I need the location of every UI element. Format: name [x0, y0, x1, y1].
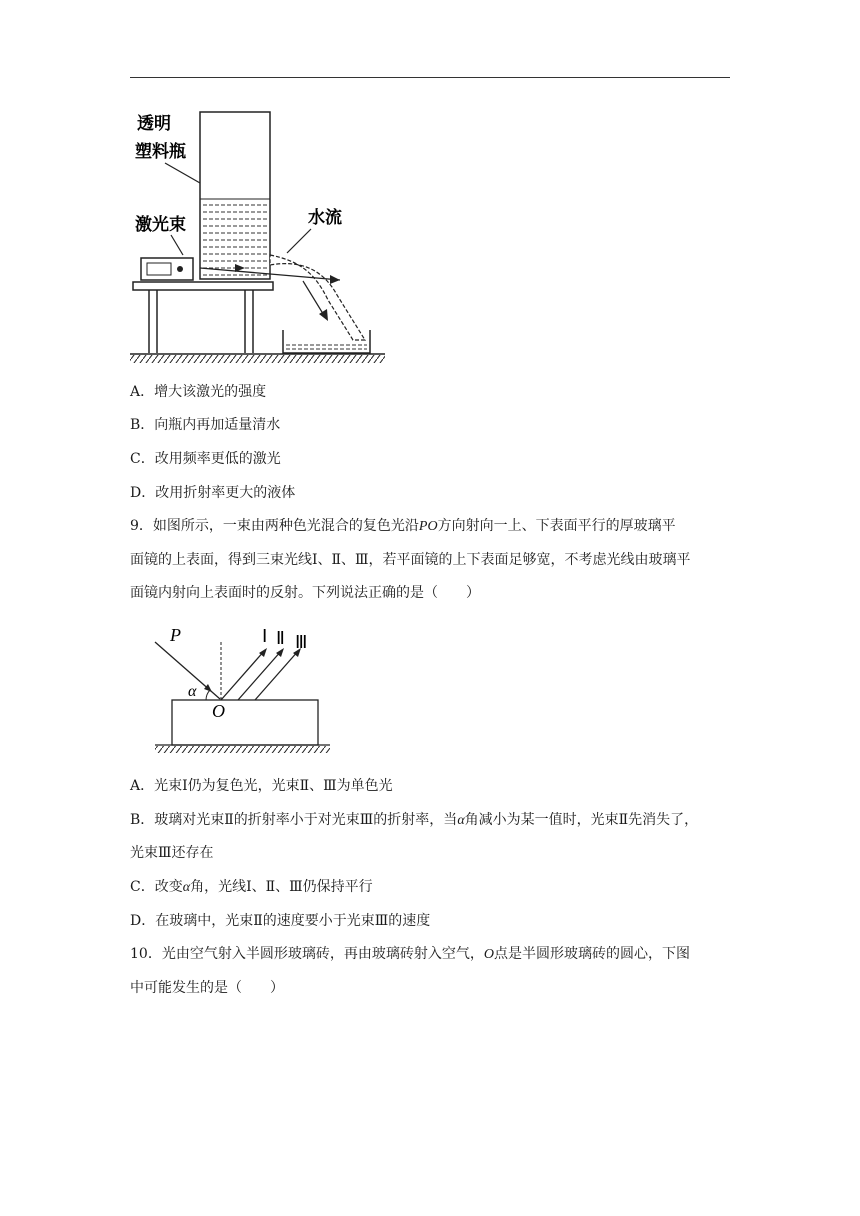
q9-stem-line3: 面镜内射向上表面时的反射。下列说法正确的是（ ）	[130, 585, 480, 601]
q10-stem-line1: 10．光由空气射入半圆形玻璃砖，再由玻璃砖射入空气，O点是半圆形玻璃砖的圆心，下图	[130, 946, 690, 962]
label-beam-i: Ⅰ	[262, 626, 268, 646]
label-beam-iii: Ⅲ	[295, 632, 308, 652]
q10-stem-line2: 中可能发生的是（ ）	[130, 980, 284, 996]
header-rule	[130, 77, 730, 78]
q9-stem-line1: 9．如图所示，一束由两种色光混合的复色光沿PO方向射向一上、下表面平行的厚玻璃平	[130, 518, 676, 534]
water-label: 水流	[308, 208, 342, 228]
q9-option-a: A．光束Ⅰ仍为复色光，光束Ⅱ、Ⅲ为单色光	[130, 778, 393, 794]
label-o: O	[212, 701, 225, 721]
q9-option-b-line2: 光束Ⅲ还存在	[130, 845, 214, 861]
bottle-label-line1: 透明	[137, 114, 171, 134]
label-p: P	[170, 625, 181, 645]
laser-bottle-figure	[125, 95, 395, 370]
q9-option-d: D．在玻璃中，光束Ⅱ的速度要小于光束Ⅲ的速度	[130, 913, 431, 929]
q8-option-d: D．改用折射率更大的液体	[130, 485, 296, 501]
label-beam-ii: Ⅱ	[276, 628, 285, 648]
label-alpha: α	[188, 683, 197, 700]
glass-plate-figure	[150, 620, 330, 755]
bottle-label-line2: 塑料瓶	[135, 142, 186, 162]
laser-label: 激光束	[135, 215, 186, 235]
q8-option-a: A．增大该激光的强度	[130, 384, 267, 400]
q8-option-b: B．向瓶内再加适量清水	[130, 417, 281, 433]
q8-option-c: C．改用频率更低的激光	[130, 451, 281, 467]
q9-stem-line2: 面镜的上表面，得到三束光线Ⅰ、Ⅱ、Ⅲ，若平面镜的上下表面足够宽，不考虑光线由玻璃平	[130, 552, 691, 568]
q9-option-b-line1: B．玻璃对光束Ⅱ的折射率小于对光束Ⅲ的折射率，当α角减小为某一值时，光束Ⅱ先消失了，	[130, 812, 699, 828]
q9-option-c: C．改变α角，光线Ⅰ、Ⅱ、Ⅲ仍保持平行	[130, 879, 373, 895]
